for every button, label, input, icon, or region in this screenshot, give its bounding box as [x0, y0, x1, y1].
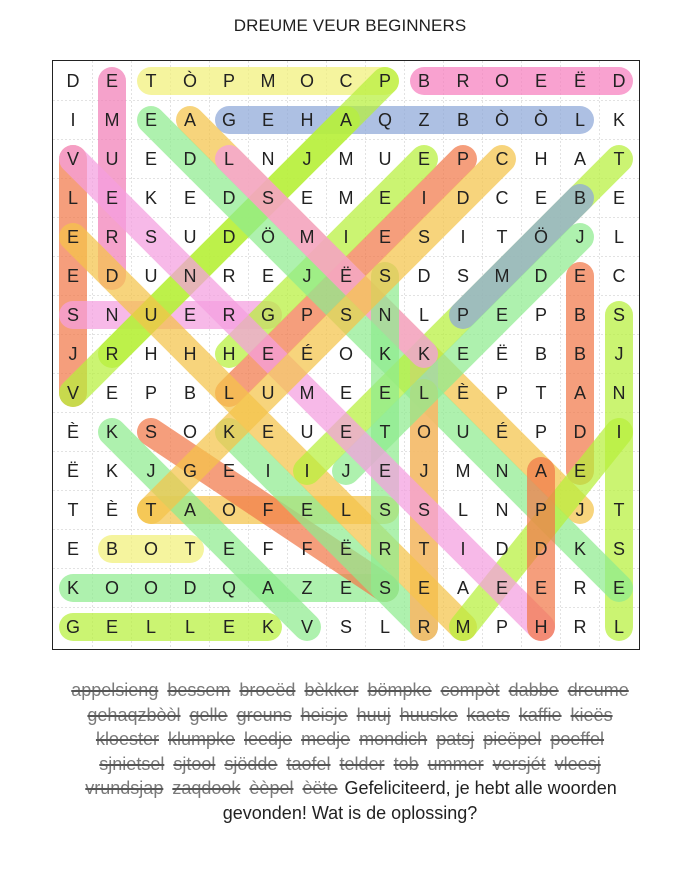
letter-cell[interactable]: E — [495, 577, 508, 598]
letter-cell[interactable]: O — [416, 421, 431, 442]
letter-cell[interactable]: E — [417, 148, 430, 169]
letter-cell[interactable]: L — [457, 499, 468, 520]
letter-cell[interactable]: I — [421, 187, 427, 208]
letter-cell[interactable]: V — [300, 616, 313, 637]
letter-cell[interactable]: E — [300, 187, 313, 208]
letter-cell[interactable]: R — [417, 616, 431, 637]
letter-cell[interactable]: E — [222, 538, 235, 559]
letter-cell[interactable]: D — [612, 70, 626, 91]
letter-cell[interactable]: D — [183, 577, 197, 598]
letter-cell[interactable]: S — [378, 265, 391, 286]
letter-cell[interactable]: E — [339, 382, 352, 403]
letter-cell[interactable]: J — [302, 148, 312, 169]
found-word: heisje — [300, 704, 348, 725]
letter-cell[interactable]: G — [182, 460, 197, 481]
found-word: huuj — [356, 704, 391, 725]
letter-cell[interactable]: P — [534, 499, 547, 520]
letter-cell[interactable]: G — [65, 616, 80, 637]
letter-cell[interactable]: T — [145, 499, 157, 520]
letter-cell[interactable]: E — [534, 70, 547, 91]
letter-cell[interactable]: O — [494, 70, 509, 91]
letter-cell[interactable]: U — [144, 265, 158, 286]
letter-cell[interactable]: E — [144, 148, 157, 169]
letter-cell[interactable]: K — [105, 421, 118, 442]
letter-cell[interactable]: M — [455, 460, 471, 481]
letter-cell[interactable]: T — [184, 538, 196, 559]
letter-cell[interactable]: R — [378, 538, 392, 559]
letter-cell[interactable]: E — [222, 460, 235, 481]
letter-cell[interactable]: T — [535, 382, 547, 403]
letter-cell[interactable]: U — [261, 382, 275, 403]
letter-cell[interactable]: P — [495, 382, 508, 403]
found-word: broeëd — [239, 680, 296, 700]
letter-cell[interactable]: T — [496, 226, 508, 247]
letter-cell[interactable]: Ò — [533, 109, 548, 130]
letter-cell[interactable]: H — [222, 343, 236, 364]
letter-cell[interactable]: C — [339, 70, 353, 91]
letter-cell[interactable]: N — [261, 148, 275, 169]
found-word: bessem — [167, 680, 231, 700]
letter-cell[interactable]: E — [144, 109, 157, 130]
letter-cell[interactable]: D — [534, 265, 548, 286]
letter-cell[interactable]: S — [144, 226, 157, 247]
letter-cell[interactable]: S — [66, 304, 79, 325]
letter-cell[interactable]: B — [534, 343, 547, 364]
letter-cell[interactable]: E — [105, 382, 118, 403]
letter-cell[interactable]: E — [339, 421, 352, 442]
letter-cell[interactable]: S — [612, 304, 625, 325]
found-word: bömpke — [367, 680, 432, 700]
letter-cell[interactable]: E — [66, 226, 79, 247]
found-word: sjnietsel — [99, 753, 165, 774]
letter-cell[interactable]: H — [300, 109, 314, 130]
letter-cell[interactable]: E — [105, 70, 118, 91]
found-word: kaffie — [518, 704, 562, 725]
letter-cell[interactable]: O — [299, 70, 314, 91]
letter-cell[interactable]: P — [300, 304, 313, 325]
letter-cell[interactable]: A — [534, 460, 547, 481]
letter-cell[interactable]: Ö — [533, 226, 548, 247]
letter-cell[interactable]: M — [338, 148, 354, 169]
letter-cell[interactable]: S — [417, 499, 430, 520]
found-word: dreume — [567, 680, 629, 700]
letter-cell[interactable]: Z — [301, 577, 313, 598]
letter-cell[interactable]: Ë — [339, 538, 352, 559]
letter-cell[interactable]: U — [183, 226, 197, 247]
letter-cell[interactable]: E — [534, 187, 547, 208]
letter-cell[interactable]: D — [66, 70, 80, 91]
letter-cell[interactable]: N — [105, 304, 119, 325]
found-word: leedje — [244, 729, 293, 749]
found-word: èëte — [302, 778, 338, 798]
found-word: klumpke — [167, 729, 236, 749]
letter-cell[interactable]: R — [105, 343, 119, 364]
letter-cell[interactable]: P — [495, 616, 508, 637]
letter-cell[interactable]: N — [378, 304, 392, 325]
letter-cell[interactable]: I — [343, 226, 349, 247]
letter-cell[interactable]: J — [146, 460, 156, 481]
letter-cell[interactable]: P — [144, 382, 157, 403]
letter-cell[interactable]: J — [575, 499, 585, 520]
letter-cell[interactable]: L — [223, 382, 234, 403]
letter-cell[interactable]: T — [67, 499, 79, 520]
letter-cell[interactable]: T — [613, 499, 625, 520]
letter-cell[interactable]: N — [495, 460, 509, 481]
letter-cell[interactable]: K — [573, 538, 586, 559]
letter-cell[interactable]: É — [495, 421, 508, 442]
letter-cell[interactable]: I — [304, 460, 310, 481]
letter-cell[interactable]: Ò — [182, 70, 197, 91]
letter-cell[interactable]: H — [183, 343, 197, 364]
letter-cell[interactable]: È — [66, 421, 79, 442]
found-word: taofel — [286, 753, 331, 774]
letter-cell[interactable]: B — [573, 304, 586, 325]
letter-cell[interactable]: K — [261, 616, 274, 637]
letter-cell[interactable]: È — [105, 499, 118, 520]
word-search-grid[interactable] — [52, 60, 640, 650]
letter-cell[interactable]: S — [339, 616, 352, 637]
completion-message: Gefeliciteerd, je hebt alle woorden gevonden! Wat is de oplossing? — [222, 778, 617, 823]
letter-cell[interactable]: H — [534, 148, 548, 169]
letter-cell[interactable]: Z — [418, 109, 430, 130]
letter-cell[interactable]: T — [418, 538, 430, 559]
found-word: kieës — [570, 704, 613, 725]
letter-cell[interactable]: J — [614, 343, 624, 364]
letter-cell[interactable]: D — [534, 538, 548, 559]
letter-cell[interactable]: S — [378, 577, 391, 598]
letter-cell[interactable]: È — [456, 382, 469, 403]
letter-cell[interactable]: F — [262, 499, 274, 520]
letter-cell[interactable]: L — [145, 616, 156, 637]
letter-cell[interactable]: E — [261, 343, 274, 364]
letter-cell[interactable]: O — [143, 538, 158, 559]
letter-cell[interactable]: S — [144, 421, 157, 442]
letter-cell[interactable]: O — [182, 421, 197, 442]
letter-cell[interactable]: D — [495, 538, 509, 559]
letter-cell[interactable]: J — [575, 226, 585, 247]
found-word: patsj — [436, 729, 475, 749]
found-word: gehaqzbòòl — [87, 704, 181, 725]
letter-cell[interactable]: P — [456, 304, 469, 325]
found-word: dabbe — [508, 680, 559, 700]
letter-cell[interactable]: E — [105, 187, 118, 208]
letter-cell[interactable]: E — [534, 577, 547, 598]
letter-cell[interactable]: O — [221, 499, 236, 520]
letter-cell[interactable]: Ò — [494, 109, 509, 130]
letter-cell[interactable]: L — [379, 616, 390, 637]
letter-cell[interactable]: O — [338, 343, 353, 364]
letter-cell[interactable]: Ö — [260, 226, 275, 247]
letter-cell[interactable]: J — [302, 265, 312, 286]
found-word: versjét — [492, 753, 546, 774]
letter-cell[interactable]: A — [573, 382, 586, 403]
letter-cell[interactable]: E — [183, 304, 196, 325]
found-word: gelle — [189, 704, 228, 725]
letter-cell[interactable]: V — [66, 148, 79, 169]
letter-cell[interactable]: M — [299, 226, 315, 247]
letter-cell[interactable]: E — [417, 577, 430, 598]
letter-cell[interactable]: S — [261, 187, 274, 208]
letter-cell[interactable]: L — [418, 304, 429, 325]
letter-cell[interactable]: U — [456, 421, 470, 442]
letter-cell[interactable]: E — [66, 265, 79, 286]
found-word: bèkker — [304, 680, 359, 700]
letter-cell[interactable]: R — [456, 70, 470, 91]
letter-cell[interactable]: U — [300, 421, 314, 442]
letter-cell[interactable]: M — [455, 616, 471, 637]
letter-cell[interactable]: U — [378, 148, 392, 169]
letter-cell[interactable]: L — [574, 109, 585, 130]
found-word: kaets — [466, 704, 510, 725]
letter-cell[interactable]: D — [222, 226, 236, 247]
letter-cell[interactable]: L — [67, 187, 78, 208]
letter-cell[interactable]: K — [144, 187, 157, 208]
found-word: medje — [301, 729, 351, 749]
letter-cell[interactable]: E — [261, 109, 274, 130]
letter-cell[interactable]: A — [261, 577, 274, 598]
letter-cell[interactable]: A — [456, 577, 469, 598]
letter-cell[interactable]: R — [573, 577, 587, 598]
letter-cell[interactable]: L — [418, 382, 429, 403]
letter-cell[interactable]: E — [378, 226, 391, 247]
letter-cell[interactable]: H — [144, 343, 158, 364]
letter-cell[interactable]: E — [261, 265, 274, 286]
letter-cell[interactable]: T — [613, 148, 625, 169]
found-word: sjtool — [173, 753, 216, 774]
letter-cell[interactable]: E — [300, 499, 313, 520]
letter-cell[interactable]: B — [573, 187, 586, 208]
letter-cell[interactable]: E — [183, 187, 196, 208]
found-word: compòt — [440, 680, 500, 700]
letter-cell[interactable]: A — [339, 109, 352, 130]
letter-cell[interactable]: D — [222, 187, 236, 208]
letter-cell[interactable]: I — [616, 421, 622, 442]
letter-cell[interactable]: E — [261, 421, 274, 442]
letter-cell[interactable]: I — [460, 226, 466, 247]
letter-cell[interactable]: I — [70, 109, 76, 130]
letter-cell[interactable]: N — [612, 382, 626, 403]
letter-cell[interactable]: C — [495, 187, 509, 208]
found-word: èèpel — [249, 778, 294, 798]
letter-cell[interactable]: D — [105, 265, 119, 286]
letter-cell[interactable]: D — [573, 421, 587, 442]
letter-cell[interactable]: O — [104, 577, 119, 598]
letter-cell[interactable]: D — [183, 148, 197, 169]
letter-cell[interactable]: A — [183, 499, 196, 520]
letter-cell[interactable]: J — [68, 343, 78, 364]
letter-cell[interactable]: R — [573, 616, 587, 637]
letter-cell[interactable]: M — [104, 109, 120, 130]
letter-cell[interactable]: S — [378, 499, 391, 520]
letter-cell[interactable]: L — [184, 616, 195, 637]
letter-cell[interactable]: K — [378, 343, 391, 364]
letter-cell[interactable]: K — [612, 109, 625, 130]
found-word: zaqdook — [172, 778, 241, 798]
letter-cell[interactable]: V — [66, 382, 79, 403]
letter-cell[interactable]: G — [260, 304, 275, 325]
letter-cell[interactable]: L — [223, 148, 234, 169]
letter-cell[interactable]: N — [495, 499, 509, 520]
letter-cell[interactable]: E — [378, 382, 391, 403]
letter-cell[interactable]: R — [222, 304, 236, 325]
letter-cell[interactable]: E — [612, 577, 625, 598]
letter-cell[interactable]: P — [534, 421, 547, 442]
letter-cell[interactable]: P — [378, 70, 391, 91]
letter-cell[interactable]: Q — [377, 109, 392, 130]
letter-cell[interactable]: E — [495, 304, 508, 325]
puzzle-title: DREUME VEUR BEGINNERS — [233, 16, 467, 35]
letter-cell[interactable]: Q — [221, 577, 236, 598]
letter-cell[interactable]: Ë — [573, 70, 586, 91]
letter-cell[interactable]: J — [419, 460, 429, 481]
letter-cell[interactable]: U — [105, 148, 119, 169]
letter-cell[interactable]: B — [183, 382, 196, 403]
letter-cell[interactable]: L — [613, 226, 624, 247]
letter-cell[interactable]: L — [340, 499, 351, 520]
found-word: appelsieng — [71, 680, 159, 700]
found-word: poeffel — [550, 729, 605, 749]
letter-cell[interactable]: S — [339, 304, 352, 325]
letter-cell[interactable]: D — [417, 265, 431, 286]
letter-cell[interactable]: A — [183, 109, 196, 130]
letter-cell[interactable]: B — [456, 109, 469, 130]
letter-cell[interactable]: F — [301, 538, 313, 559]
found-word: huuske — [399, 704, 458, 725]
letter-cell[interactable]: M — [494, 265, 510, 286]
letter-cell[interactable]: C — [612, 265, 626, 286]
letter-cell[interactable]: Ë — [66, 460, 79, 481]
found-word: telder — [339, 753, 385, 774]
letter-cell[interactable]: O — [143, 577, 158, 598]
letter-cell[interactable]: P — [534, 304, 547, 325]
letter-cell[interactable]: E — [612, 187, 625, 208]
letter-cell[interactable]: I — [460, 538, 466, 559]
letter-cell[interactable]: M — [299, 382, 315, 403]
letter-cell[interactable]: É — [300, 343, 313, 364]
letter-cell[interactable]: D — [456, 187, 470, 208]
found-word: sjödde — [224, 753, 278, 774]
letter-cell[interactable]: P — [456, 148, 469, 169]
letter-cell[interactable]: K — [417, 343, 430, 364]
found-word: ummer — [427, 753, 484, 774]
letter-cell[interactable]: H — [534, 616, 548, 637]
letter-cell[interactable]: J — [341, 460, 351, 481]
letter-cell[interactable]: E — [573, 460, 586, 481]
found-word: mondich — [359, 729, 428, 749]
letter-cell[interactable]: K — [105, 460, 118, 481]
letter-cell[interactable]: F — [262, 538, 274, 559]
letter-cell[interactable]: R — [222, 265, 236, 286]
letter-cell[interactable]: E — [456, 343, 469, 364]
letter-cell[interactable] — [600, 452, 639, 491]
letter-cell[interactable]: E — [222, 616, 235, 637]
letter-cell[interactable]: S — [417, 226, 430, 247]
letter-cell[interactable]: E — [339, 577, 352, 598]
letter-cell[interactable]: R — [105, 226, 119, 247]
letter-cell[interactable]: C — [495, 148, 509, 169]
letter-cell[interactable]: E — [378, 187, 391, 208]
letter-cell[interactable]: M — [260, 70, 276, 91]
letter-cell[interactable]: E — [105, 616, 118, 637]
letter-cell[interactable]: S — [456, 265, 469, 286]
found-word: pieëpel — [483, 729, 542, 749]
letter-cell[interactable]: M — [338, 187, 354, 208]
letter-cell[interactable]: B — [573, 343, 586, 364]
letter-cell[interactable]: A — [573, 148, 586, 169]
word-list — [60, 678, 640, 825]
letter-cell[interactable]: E — [66, 538, 79, 559]
letter-cell[interactable]: Ë — [339, 265, 352, 286]
letter-cell[interactable]: I — [265, 460, 271, 481]
found-word: greuns — [236, 704, 292, 725]
letter-cell[interactable]: K — [66, 577, 79, 598]
letter-cell[interactable]: N — [183, 265, 197, 286]
found-word: vleesj — [554, 753, 601, 774]
letter-cell[interactable]: T — [379, 421, 391, 442]
letter-cell[interactable]: K — [222, 421, 235, 442]
letter-cell[interactable]: B — [105, 538, 118, 559]
letter-cell[interactable]: P — [222, 70, 235, 91]
letter-cell[interactable]: T — [145, 70, 157, 91]
letter-cell[interactable]: L — [613, 616, 624, 637]
found-word: tob — [393, 753, 419, 774]
letter-cell[interactable]: U — [144, 304, 158, 325]
letter-cell[interactable]: E — [378, 460, 391, 481]
letter-cell[interactable]: Ë — [495, 343, 508, 364]
found-word: kloester — [95, 729, 159, 749]
found-word: vrundsjap — [85, 778, 164, 798]
letter-cell[interactable]: E — [573, 265, 586, 286]
letter-cell[interactable]: G — [221, 109, 236, 130]
letter-cell[interactable]: S — [612, 538, 625, 559]
letter-cell[interactable]: B — [417, 70, 430, 91]
